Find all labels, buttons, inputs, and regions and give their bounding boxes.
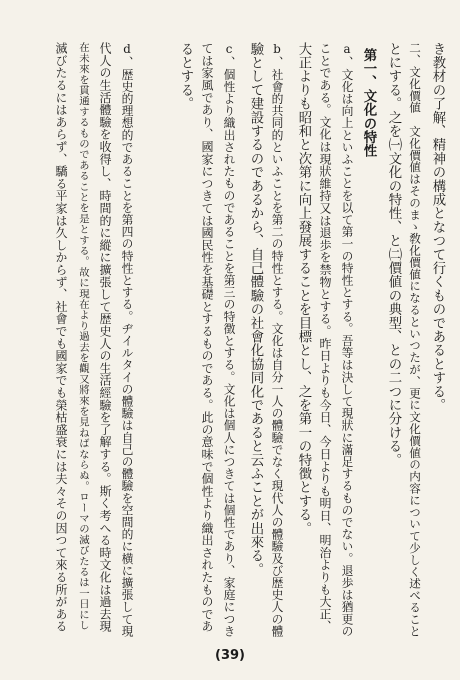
text-line-15: 在未來を貫通するものであることを是とする。故に現在より過去を觀又將來を見ねばならぬ。ローマの滅びたるは一日にし [77,42,89,631]
text-line-2: 二、文化價値 文化價値はそのまゝ敎化價値になるといつたが、更に文化價値の内容について少しく述べること [408,42,422,637]
text-line-6: ことである。文化は現狀維持又は退歩を禁物とする。昨日よりも今日、今日よりも明日、明治よりも大正、 [318,42,332,633]
text-line-16: 滅びたるにはあらず、驕る平家は久しからず、社會でも國家でも榮枯盛衰には夫々その因つて來る所がある [54,42,68,633]
text-line-12: るとする。 [178,42,193,111]
text-line-14: 代人の生活體驗を收得し、時間的に縱に擴張して歴史人の生活經驗を了解する。斯く考へる時文化は過去現 [98,42,112,633]
text-line-13: d、歴史的理想的であることを第四の特性とする。ヂイルタイの體驗は自己の體驗を空間的に横に擴張して現 [120,42,134,638]
page-number: (39) [215,648,245,663]
text-line-7: 大正よりも昭和と次第に向上發展することを目標とし、之を第一の特徴とする。 [296,42,311,536]
text-line-3: とにする。之を㈠文化の特性、と㈡價値の典型、との二つに分ける。 [386,42,401,467]
section-heading: 第一、文化の特性 [361,48,377,158]
text-line-5: a、文化は向上といふことを以て第一の特性とする。吾等は決して現狀に滿足するものでない。退歩は猶更の [340,42,354,638]
text-line-1: き教材の了解、精神の構成となつて行くものであるとする。 [430,42,445,412]
text-line-11: ては家風であり、國家につきては國民性を基礎とするものである。此の意味で個性より織出されたものであ [200,42,214,633]
text-line-8: b、社會的共同的といふことを第二の特性とする。文化は自分一人の體驗でなく現代人の體驗及び歴史人の體 [270,42,284,638]
text-line-9: 驗として建設するのであるから、自己體驗の社會化協同化であると云ふことが出來る。 [248,42,263,577]
text-line-10: c、個性より織出されたものであることを第三の特徴とする。文化は個人につきては個性であり、家庭につき [222,42,236,638]
